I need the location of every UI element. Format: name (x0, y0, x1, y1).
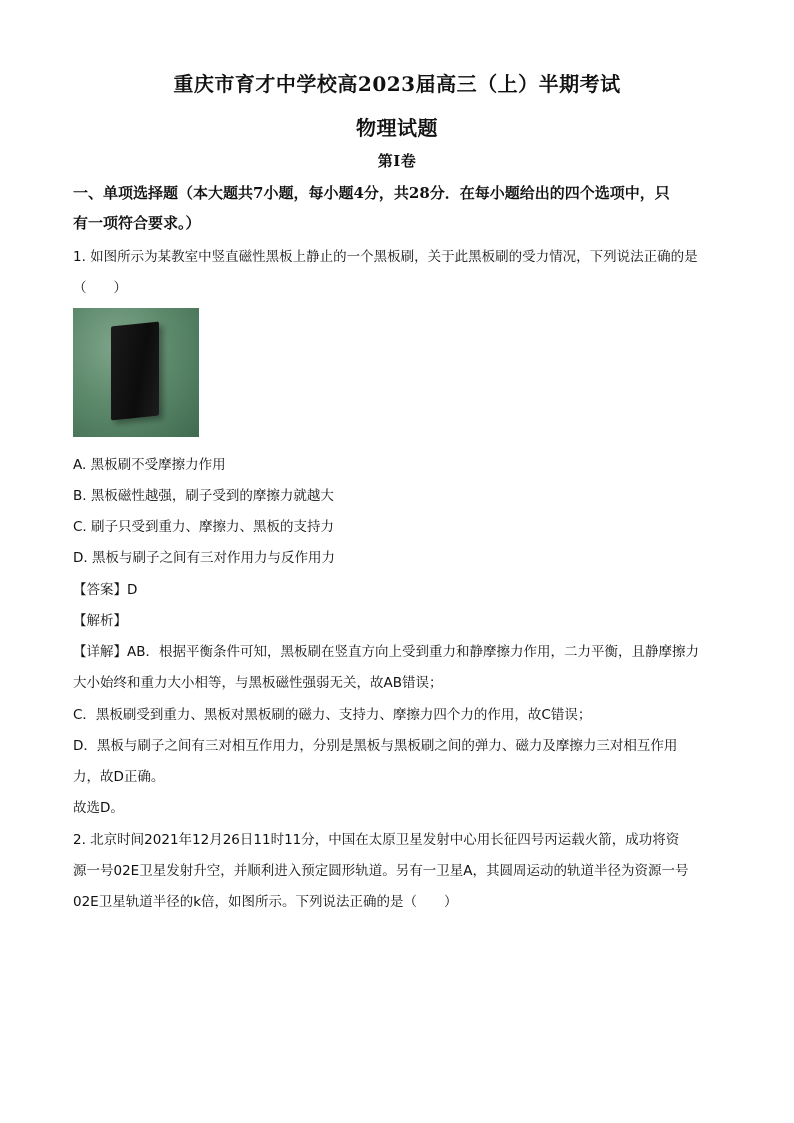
q1-detail-line3: C．黑板刷受到重力、黑板对黑板刷的磁力、支持力、摩擦力四个力的作用，故C错误； (73, 707, 592, 723)
section-heading-line1: 一、单项选择题（本大题共7小题，每小题4分，共28分．在每小题给出的四个选项中，只 (73, 184, 670, 202)
blackboard-brush-photo (73, 308, 199, 437)
subject-title: 物理试题 (356, 116, 438, 140)
q1-option-c: C. 刷子只受到重力、摩擦力、黑板的支持力 (73, 519, 335, 535)
q1-detail-line4: D．黑板与刷子之间有三对相互作用力，分别是黑板与黑板刷之间的弹力、磁力及摩擦力三对相互作用 (73, 738, 678, 754)
q1-detail-line1: 【详解】AB．根据平衡条件可知，黑板刷在竖直方向上受到重力和静摩擦力作用，二力平衡，且静摩擦力 (73, 644, 699, 660)
section-heading-line2: 有一项符合要求。） (73, 214, 201, 232)
q1-stem-line1: 1. 如图所示为某教室中竖直磁性黑板上静止的一个黑板刷，关于此黑板刷的受力情况，下列说法正确的是 (73, 249, 698, 265)
exam-title: 重庆市育才中学校高2023届高三（上）半期考试 (173, 72, 621, 96)
q1-detail-line2: 大小始终和重力大小相等，与黑板磁性强弱无关，故AB错误； (73, 675, 443, 691)
q1-detail-line6: 故选D。 (73, 800, 124, 816)
q1-detail-line5: 力，故D正确。 (73, 769, 165, 785)
q2-stem-line1: 2. 北京时间2021年12月26日11时11分，中国在太原卫星发射中心用长征四号丙运载火箭，成功将资 (73, 832, 680, 848)
q2-stem-line3: 02E卫星轨道半径的k倍，如图所示。下列说法正确的是（ ） (73, 894, 458, 910)
q1-option-a: A. 黑板刷不受摩擦力作用 (73, 457, 226, 473)
blackboard-brush-shape (111, 321, 159, 420)
q1-analysis-label: 【解析】 (73, 613, 127, 629)
q2-stem-line2: 源一号02E卫星发射升空，并顺利进入预定圆形轨道。另有一卫星A，其圆周运动的轨道半径为资源一号 (73, 863, 689, 879)
q1-option-b: B. 黑板磁性越强，刷子受到的摩擦力就越大 (73, 488, 334, 504)
q1-stem-line2: （ ） (73, 280, 127, 296)
q1-option-d: D. 黑板与刷子之间有三对作用力与反作用力 (73, 550, 335, 566)
volume-label: 第I卷 (377, 152, 417, 170)
q1-answer: 【答案】D (73, 582, 138, 598)
